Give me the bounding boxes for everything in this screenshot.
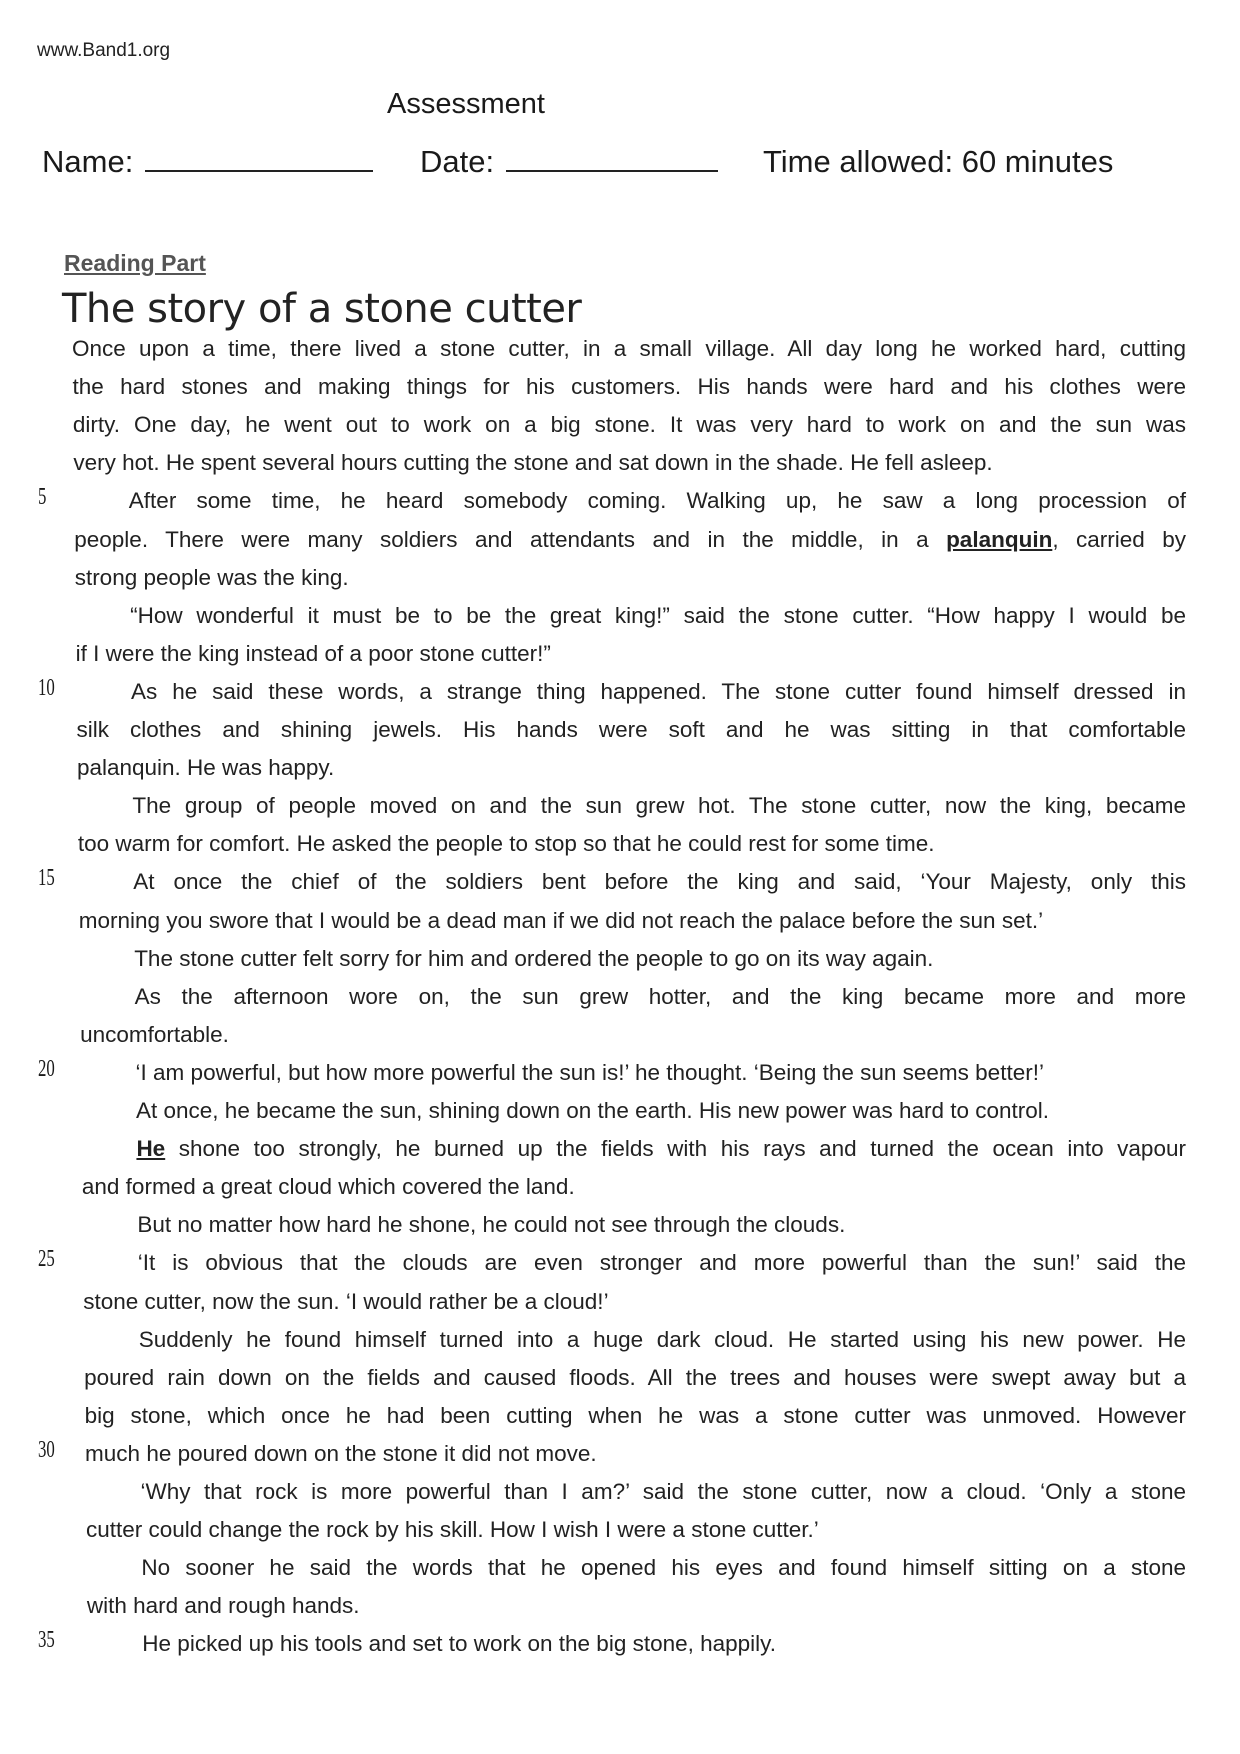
line-text: and formed a great cloud which covered the land. <box>81 1174 575 1200</box>
line-text: palanquin. He was happy. <box>76 755 335 781</box>
line-text: people. There were many soldiers and attendants and in the middle, in a <box>74 526 947 552</box>
story-line <box>85 1439 1186 1469</box>
story-line <box>139 1325 1186 1355</box>
line-text: But no matter how hard he shone, he could not see through the clouds. <box>137 1212 846 1238</box>
name-blank[interactable] <box>145 169 373 172</box>
story-line <box>85 1401 1186 1431</box>
story-line <box>136 1096 1186 1126</box>
line-text: very hot. He spent several hours cutting the stone and sat down in the shade. He fell asleep. <box>73 450 993 476</box>
story-line <box>84 1363 1186 1393</box>
story-line <box>79 906 1186 936</box>
line-text: After some time, he heard somebody coming. Walking up, he saw a long procession of <box>128 488 1186 514</box>
name-field[interactable] <box>42 144 373 180</box>
story-line <box>74 525 1186 555</box>
line-text: cutter could change the rock by his skill. How I wish I were a stone cutter.’ <box>85 1517 819 1543</box>
story-line <box>77 753 1186 783</box>
line-text: , carried by <box>1052 526 1186 552</box>
line-text: “How wonderful it must be to be the great king!” said the stone cutter. “How happy I would be <box>130 602 1186 628</box>
story-line <box>72 334 1186 364</box>
line-text: At once, he became the sun, shining down on the earth. His new power was hard to control. <box>136 1098 1050 1123</box>
story-line <box>86 1515 1186 1545</box>
line-text: The group of people moved on and the sun grew hot. The stone cutter, now the king, became <box>132 793 1186 819</box>
line-text: shone too strongly, he burned up the fields with his rays and turned the ocean into vapour <box>165 1136 1186 1162</box>
line-number: 15 <box>38 865 55 892</box>
name-label: Name: <box>42 144 134 179</box>
story-line <box>131 677 1186 707</box>
story-line <box>129 486 1186 516</box>
date-field[interactable] <box>420 144 718 180</box>
line-text: The stone cutter felt sorry for him and ordered the people to go on its way again. <box>134 945 934 971</box>
story-line <box>87 1591 1186 1621</box>
story-title: The story of a stone cutter <box>62 286 582 332</box>
line-text: Suddenly he found himself turned into a huge dark cloud. He started using his new power. He <box>138 1326 1186 1352</box>
highlighted-word: He <box>136 1136 166 1162</box>
date-label: Date: <box>420 144 495 179</box>
line-text: He picked up his tools and set to work on the big stone, happily. <box>142 1631 777 1657</box>
line-text: At once the chief of the soldiers bent before the king and said, ‘Your Majesty, only this <box>133 869 1186 895</box>
line-text: big stone, which once he had been cutting when he was a stone cutter was unmoved. However <box>84 1402 1186 1428</box>
story-line <box>138 1248 1186 1278</box>
line-text: As the afternoon wore on, the sun grew hotter, and the king became more and more <box>134 983 1186 1009</box>
line-text: poured rain down on the fields and caused floods. All the trees and houses were swept away but a <box>84 1364 1186 1390</box>
story-line <box>72 372 1186 402</box>
story-line <box>76 639 1186 669</box>
line-number: 30 <box>38 1436 55 1463</box>
line-text: much he poured down on the stone it did not move. <box>85 1440 597 1466</box>
line-number: 35 <box>38 1627 55 1654</box>
line-text: morning you swore that I would be a dead man if we did not reach the palace before the sun set.’ <box>78 907 1044 933</box>
story-line <box>77 715 1187 745</box>
line-text: the hard stones and making things for his customers. His hands were hard and his clothes were <box>72 374 1186 400</box>
story-line <box>142 1629 1186 1659</box>
line-text: strong people was the king. <box>74 564 349 590</box>
line-text: stone cutter, now the sun. ‘I would rather be a cloud!’ <box>83 1288 609 1314</box>
highlighted-word: palanquin <box>946 526 1053 552</box>
story-line <box>73 448 1186 478</box>
story-line <box>136 1058 1186 1088</box>
story-line <box>135 982 1186 1012</box>
story-line <box>78 829 1186 859</box>
story-line <box>134 944 1186 974</box>
story-line <box>73 410 1186 440</box>
story-line <box>141 1477 1187 1507</box>
line-text: uncomfortable. <box>80 1021 229 1047</box>
story-line <box>130 601 1186 631</box>
line-text: ‘It is obvious that the clouds are even stronger and more powerful than the sun!’ said the <box>137 1250 1186 1276</box>
line-number: 20 <box>38 1055 55 1082</box>
line-text: No sooner he said the words that he opened his eyes and found himself sitting on a stone <box>141 1555 1186 1581</box>
story-line <box>136 1134 1186 1164</box>
story-line <box>80 1020 1186 1050</box>
line-text: if I were the king instead of a poor stone cutter!” <box>75 640 551 666</box>
line-text: with hard and rough hands. <box>86 1593 360 1619</box>
line-number: 25 <box>38 1246 55 1273</box>
line-text: dirty. One day, he went out to work on a big stone. It was very hard to work on and the sun was <box>72 412 1186 438</box>
date-blank[interactable] <box>506 169 718 172</box>
section-heading: Reading Part <box>64 250 206 276</box>
line-text: As he said these words, a strange thing happened. The stone cutter found himself dressed in <box>131 678 1186 704</box>
line-text: ‘I am powerful, but how more powerful the sun is!’ he thought. ‘Being the sun seems better!’ <box>135 1059 1044 1085</box>
story-line <box>82 1172 1186 1202</box>
story-line <box>137 1210 1186 1240</box>
line-text: silk clothes and shining jewels. His hands were soft and he was sitting in that comfortable <box>76 717 1186 742</box>
story-line <box>133 867 1186 897</box>
line-text: Once upon a time, there lived a stone cutter, in a small village. All day long he worked hard, cutting <box>72 336 1186 361</box>
line-number: 10 <box>38 674 55 701</box>
story-line <box>83 1287 1186 1317</box>
story-line <box>132 791 1186 821</box>
story-line <box>75 563 1186 593</box>
website-label: www.Band1.org <box>37 40 171 61</box>
line-text: too warm for comfort. He asked the people to stop so that he could rest for some time. <box>77 831 935 857</box>
line-number: 5 <box>38 484 47 511</box>
assessment-heading: Assessment <box>387 88 545 120</box>
story-line <box>141 1553 1186 1583</box>
time-allowed: Time allowed: 60 minutes <box>763 144 1114 179</box>
line-text: ‘Why that rock is more powerful than I am?’ said the stone cutter, now a cloud. ‘Only a stone <box>140 1479 1186 1504</box>
